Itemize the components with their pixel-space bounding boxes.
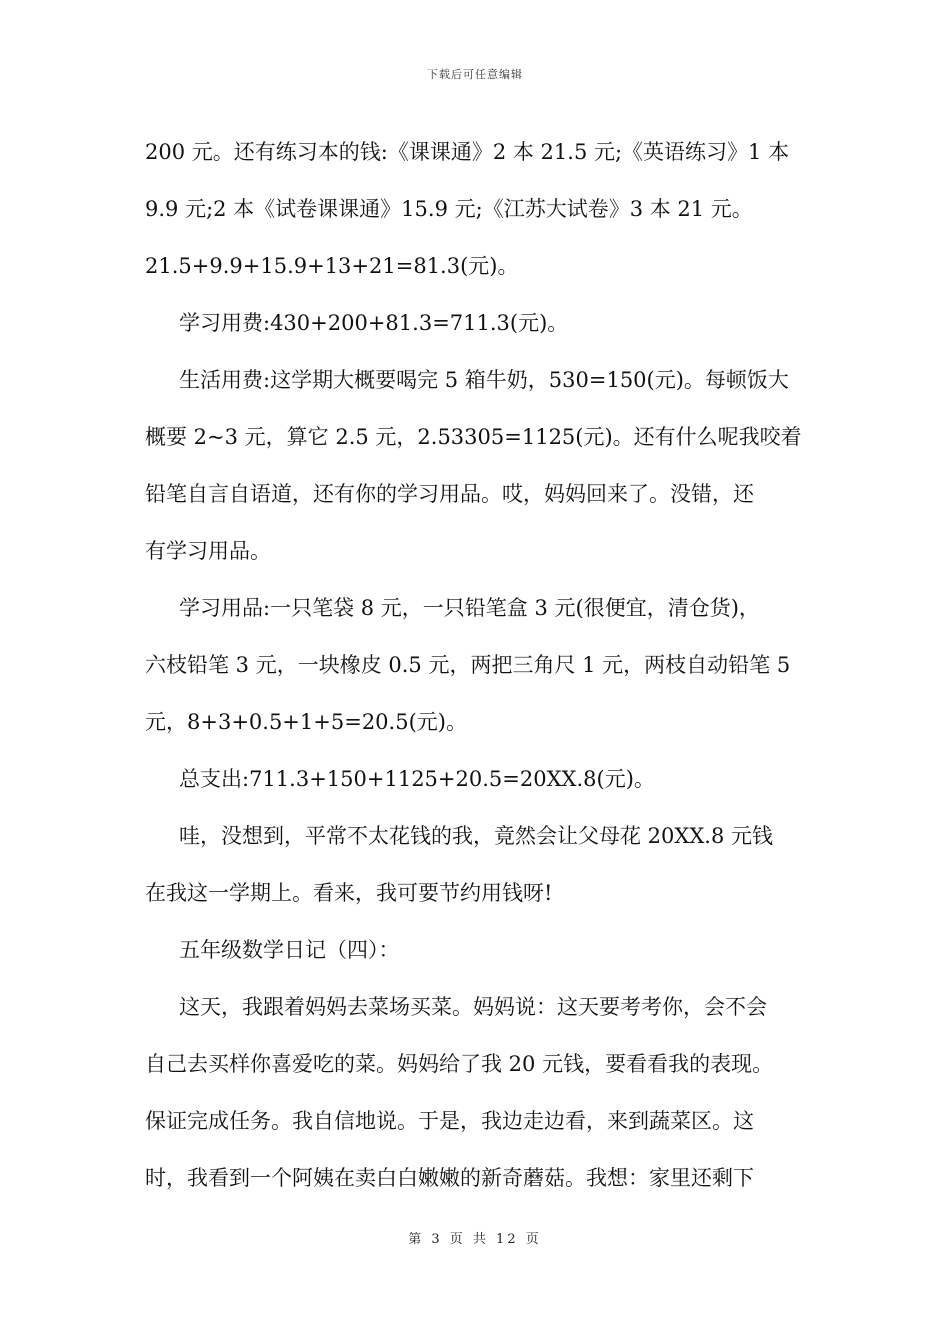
text-line: 21.5+9.9+15.9+13+21=81.3(元)。	[145, 254, 519, 278]
text-line: 在我这一学期上。看来，我可要节约用钱呀!	[145, 881, 553, 905]
document-body	[145, 132, 825, 1215]
paragraph-start: 哇，没想到，平常不太花钱的我，竟然会让父母花 20XX.8 元钱	[179, 824, 774, 848]
text-line: 时，我看到一个阿姨在卖白白嫩嫩的新奇蘑菇。我想：家里还剩下	[145, 1166, 754, 1190]
text-line: 200 元。还有练习本的钱:《课课通》2 本 21.5 元;《英语练习》1 本	[145, 140, 790, 164]
paragraph-start: 这天，我跟着妈妈去菜场买菜。妈妈说：这天要考考你，会不会	[179, 995, 767, 1019]
text-line: 概要 2~3 元，算它 2.5 元，2.53305=1125(元)。还有什么呢我咬着	[145, 425, 802, 449]
text-line: 保证完成任务。我自信地说。于是，我边走边看，来到蔬菜区。这	[145, 1109, 754, 1133]
page-number-footer: 第 3 页 共 12 页	[408, 1232, 542, 1247]
text-line: 9.9 元;2 本《试卷课课通》15.9 元;《江苏大试卷》3 本 21 元。	[145, 197, 753, 221]
text-line: 自己去买样你喜爱吃的菜。妈妈给了我 20 元钱，要看看我的表现。	[145, 1052, 774, 1076]
section-heading: 五年级数学日记（四）：	[179, 938, 400, 962]
page-header: 下载后可任意编辑	[427, 68, 523, 81]
paragraph-start: 生活用费:这学期大概要喝完 5 箱牛奶，530=150(元)。每顿饭大	[179, 368, 789, 392]
text-line: 有学习用品。	[145, 539, 271, 563]
paragraph-start: 学习用费:430+200+81.3=711.3(元)。	[179, 311, 569, 335]
paragraph-start: 学习用品:一只笔袋 8 元，一只铅笔盒 3 元(很便宜，清仓货)，	[179, 596, 760, 620]
text-line: 元，8+3+0.5+1+5=20.5(元)。	[145, 710, 467, 734]
text-line: 铅笔自言自语道，还有你的学习用品。哎，妈妈回来了。没错，还	[145, 482, 754, 506]
text-line: 六枝铅笔 3 元，一块橡皮 0.5 元，两把三角尺 1 元，两枝自动铅笔 5	[145, 653, 791, 677]
paragraph-start: 总支出:711.3+150+1125+20.5=20XX.8(元)。	[179, 767, 655, 791]
